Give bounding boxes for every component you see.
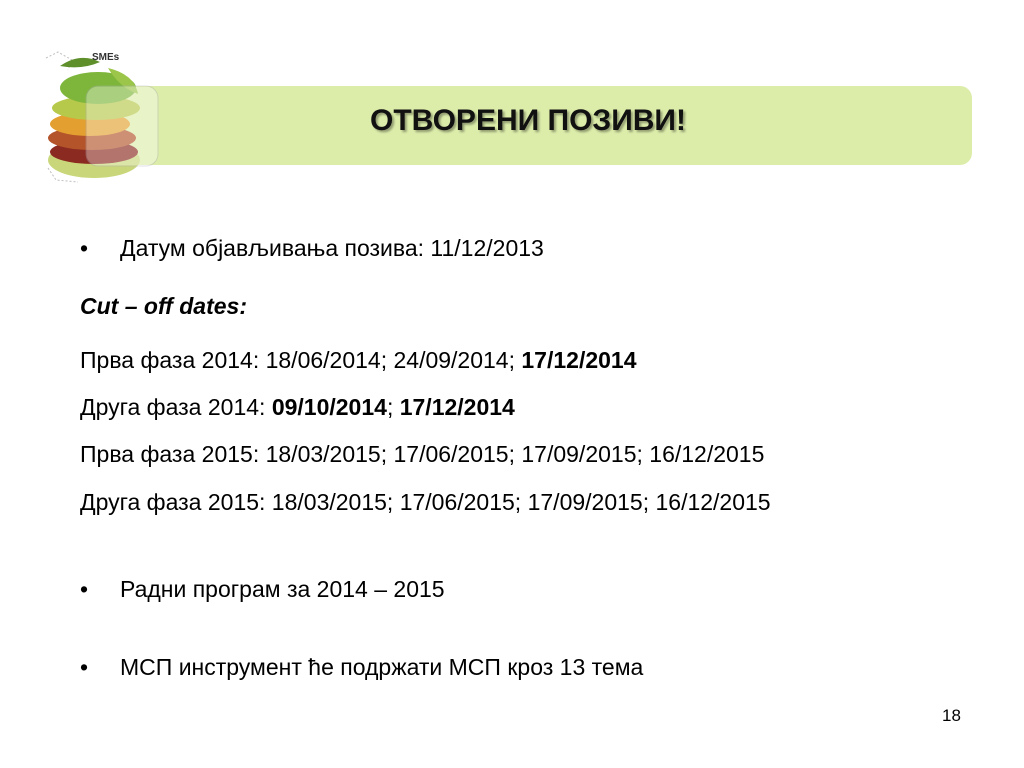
phase2-2014-bold-date-2: 17/12/2014 xyxy=(399,394,515,420)
publication-date-text: Датум објављивања позива: 11/12/2013 xyxy=(120,235,544,261)
bullet-marker: • xyxy=(80,654,89,680)
bullet-marker: • xyxy=(80,576,89,602)
work-programme-text: Радни програм за 2014 – 2015 xyxy=(120,576,445,602)
phase2-2014-separator: ; xyxy=(386,394,400,420)
phase2-2014-bold-date-1: 09/10/2014 xyxy=(271,394,387,420)
phase2-2014-text: Друга фаза 2014: xyxy=(80,394,272,420)
phase1-2015-line: Прва фаза 2015: 18/03/2015; 17/06/2015; 17/09/2015; 16/12/2015 xyxy=(80,441,765,467)
page-number: 18 xyxy=(942,706,961,725)
phase1-2014-line xyxy=(80,347,637,374)
bullet-marker: • xyxy=(80,235,89,261)
sme-instrument-text: МСП инструмент ће подржати МСП кроз 13 тема xyxy=(120,654,644,680)
slide-title: ОТВОРЕНИ ПОЗИВИ! xyxy=(370,104,686,137)
cutoff-heading: Cut – off dates: xyxy=(80,293,247,319)
logo-label: SMEs xyxy=(92,52,120,63)
phase2-2014-line xyxy=(80,394,515,421)
phase2-2015-line: Друга фаза 2015: 18/03/2015; 17/06/2015; 17/09/2015; 16/12/2015 xyxy=(80,489,771,515)
phase1-2014-text: Прва фаза 2014: 18/06/2014; 24/09/2014; xyxy=(80,347,522,373)
phase1-2014-bold-date: 17/12/2014 xyxy=(521,347,637,373)
